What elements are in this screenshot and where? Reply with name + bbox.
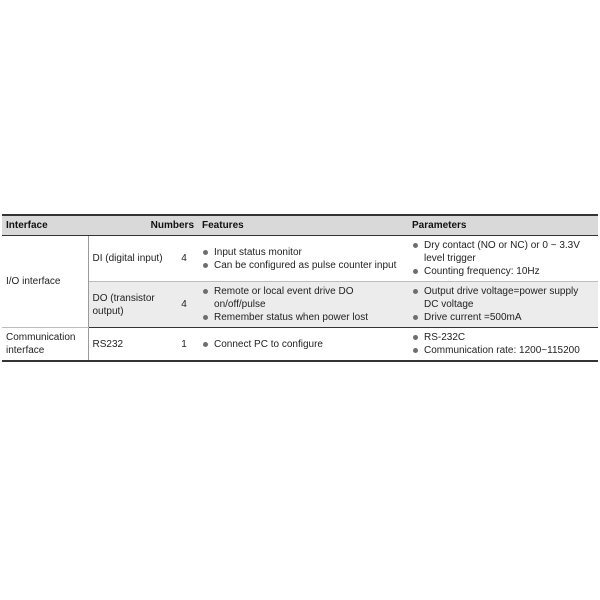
- interface-spec-table: [2, 214, 598, 362]
- parameter-text: Dry contact (NO or NC) or 0 ~ 3.3V level trigger: [424, 240, 580, 264]
- group-io-interface: [2, 236, 598, 328]
- header-numbers: Numbers: [88, 215, 198, 236]
- bullet-icon: [203, 263, 208, 268]
- parameter-text: RS-232C: [424, 332, 466, 343]
- table-row-di: [2, 236, 598, 282]
- parameters-rs232: [408, 328, 598, 362]
- features-rs232: [198, 328, 408, 362]
- parameter-text: Communication rate: 1200~115200: [424, 345, 580, 356]
- bullet-icon: [203, 289, 208, 294]
- list-item: [202, 311, 404, 324]
- parameters-list-do: [412, 285, 594, 324]
- bullet-icon: [203, 342, 208, 347]
- bullet-icon: [413, 269, 418, 274]
- table-row-rs232: [2, 328, 598, 362]
- list-item: [202, 246, 404, 259]
- list-item: [412, 239, 594, 265]
- header-parameters: Parameters: [408, 215, 598, 236]
- bullet-icon: [413, 315, 418, 320]
- bullet-icon: [203, 250, 208, 255]
- list-item: [412, 331, 594, 344]
- interface-name-communication: Communication interface: [2, 328, 88, 362]
- bullet-icon: [413, 289, 418, 294]
- bullet-icon: [413, 348, 418, 353]
- sub-interface-do: DO (transistor output): [88, 282, 170, 328]
- parameters-list-rs232: [412, 331, 594, 357]
- parameters-do: [408, 282, 598, 328]
- parameter-text: Drive current =500mA: [424, 312, 522, 323]
- bullet-icon: [203, 315, 208, 320]
- parameter-text: Output drive voltage=power supply DC voltage: [424, 286, 579, 310]
- sub-interface-di: DI (digital input): [88, 236, 170, 282]
- header-features: Features: [198, 215, 408, 236]
- list-item: [202, 338, 404, 351]
- header-interface: Interface: [2, 215, 88, 236]
- features-di: [198, 236, 408, 282]
- list-item: [412, 311, 594, 324]
- features-list-do: [202, 285, 404, 324]
- number-do: 4: [170, 282, 198, 328]
- features-list-di: [202, 246, 404, 272]
- feature-text: Input status monitor: [214, 246, 302, 258]
- number-rs232: 1: [170, 328, 198, 362]
- group-communication-interface: [2, 328, 598, 362]
- interface-name-io: I/O interface: [2, 236, 88, 328]
- number-di: 4: [170, 236, 198, 282]
- list-item: [412, 285, 594, 311]
- features-do: [198, 282, 408, 328]
- list-item: [412, 265, 594, 278]
- list-item: [202, 259, 404, 272]
- table-header-row: [2, 215, 598, 236]
- list-item: [202, 285, 404, 311]
- parameters-di: [408, 236, 598, 282]
- feature-text: Remote or local event drive DO on/off/pulse: [214, 286, 354, 310]
- bullet-icon: [413, 243, 418, 248]
- feature-text: Connect PC to configure: [214, 338, 323, 350]
- list-item: [412, 344, 594, 357]
- parameter-text: Counting frequency: 10Hz: [424, 266, 540, 277]
- feature-text: Can be configured as pulse counter input: [214, 259, 397, 271]
- feature-text: Remember status when power lost: [214, 312, 368, 323]
- features-list-rs232: [202, 338, 404, 351]
- sub-interface-rs232: RS232: [88, 328, 170, 362]
- bullet-icon: [413, 335, 418, 340]
- table-row-do: [2, 282, 598, 328]
- parameters-list-di: [412, 239, 594, 278]
